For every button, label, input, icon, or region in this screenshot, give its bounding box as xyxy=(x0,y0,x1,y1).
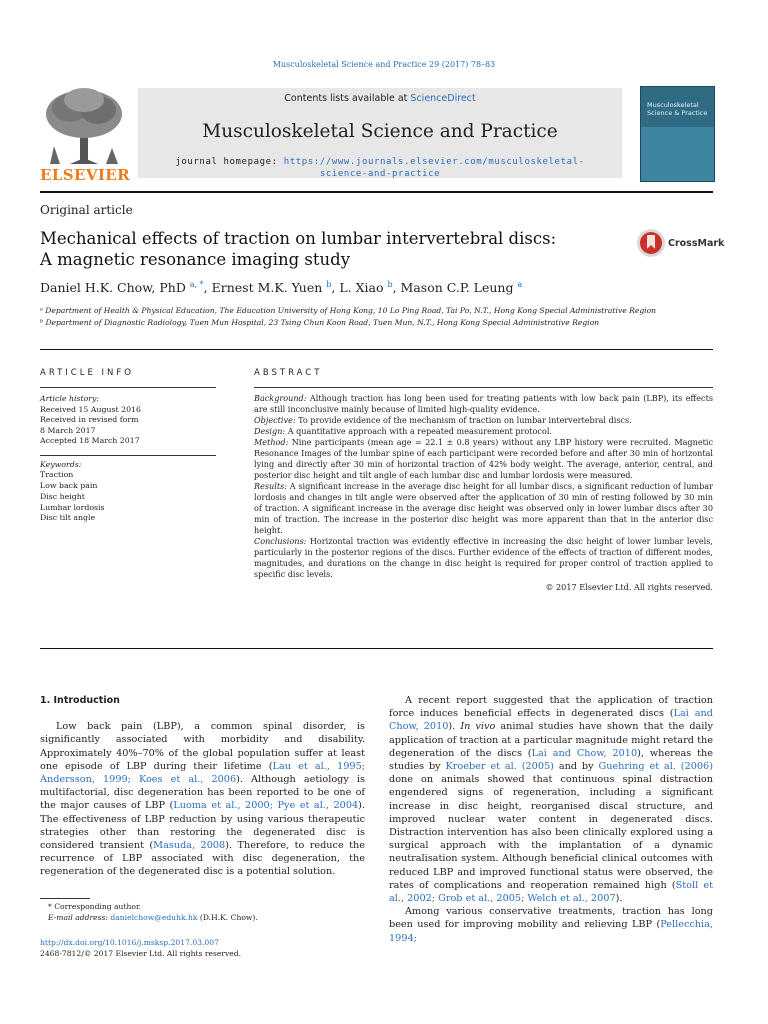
citation-reference-link[interactable]: Lau et al., 1995; Andersson, 1999; Koes et al., 2006 xyxy=(40,760,366,786)
paragraph-text: Among various conservative treatments, traction has long been used for improving mobility and relieving LBP ( xyxy=(389,906,713,931)
body-paragraph xyxy=(40,720,365,878)
abstract-text: A quantitative approach with a repeated measurement protocol. xyxy=(285,426,552,436)
homepage-label: journal homepage: xyxy=(175,157,284,167)
history-title: Article history: xyxy=(40,394,100,403)
author-affiliation-mark[interactable]: a, * xyxy=(189,280,204,289)
body-paragraph xyxy=(389,694,713,905)
journal-cover-image xyxy=(640,86,715,182)
email-label: E-mail address: xyxy=(48,912,111,922)
crossmark-badge[interactable] xyxy=(636,228,725,258)
article-history xyxy=(40,388,216,456)
homepage-link[interactable]: https://www.journals.elsevier.com/musculoskeletal- xyxy=(283,157,585,167)
history-item: Accepted 18 March 2017 xyxy=(40,436,140,445)
author-name: , L. Xiao xyxy=(331,280,388,295)
history-item: Received 15 August 2016 xyxy=(40,404,141,414)
citation-line[interactable]: Musculoskeletal Science and Practice 29 (2017) 78–83 xyxy=(272,60,496,69)
paragraph-text: A recent report suggested that the application of traction force induces beneficial effects in degenerated discs ( xyxy=(389,695,713,720)
author-name: Daniel H.K. Chow, PhD xyxy=(40,280,190,295)
abstract-text: To provide evidence of the mechanism of traction on lumbar intervertebral discs. xyxy=(295,415,632,425)
abstract-copyright: © 2017 Elsevier Ltd. All rights reserved. xyxy=(545,582,713,592)
abstract-section xyxy=(254,426,713,437)
author-list xyxy=(40,280,522,295)
abstract-section xyxy=(254,415,713,426)
abstract-text: A significant increase in the average disc height for all lumbar discs, a significant reduction of lumbar lordosis and changes in tilt angle were observed after the application of 30 min of resting followed by 30 min of traction. A significant increase in the average disc height was observed only in lower lumbar discs after 30 min of traction. The increase in the posterior disc height was more apparent than that in the anterior disc height. xyxy=(254,481,713,535)
author-affiliation-mark[interactable]: b xyxy=(326,280,332,289)
abstract-label: Conclusions: xyxy=(254,536,307,546)
abstract-section xyxy=(254,437,713,481)
section-rule xyxy=(40,349,713,350)
citation-reference-link[interactable]: Kroeber et al. (2005) xyxy=(445,761,554,773)
keywords-title: Keywords: xyxy=(40,459,82,469)
citation-reference-link[interactable]: Luoma et al., 2000; Pye et al., 2004 xyxy=(173,800,359,812)
abstract-label: Results: xyxy=(254,481,287,491)
abstract-label: Design: xyxy=(254,426,286,436)
doi-link[interactable]: http://dx.doi.org/10.1016/j.msksp.2017.03.007 xyxy=(40,938,219,947)
keyword: Lumbar lordosis xyxy=(40,502,105,512)
header-rule xyxy=(40,191,713,193)
paragraph-text: ). xyxy=(448,721,461,733)
issn-line: 2468-7812/© 2017 Elsevier Ltd. All rights reserved. xyxy=(40,948,242,958)
author-affiliation-mark[interactable]: a xyxy=(517,280,523,289)
keywords-block xyxy=(40,456,216,525)
abstract-section xyxy=(254,481,713,536)
email-link[interactable]: danielchow@eduhk.hk xyxy=(110,912,198,922)
cover-title: Musculoskeletal Science & Practice xyxy=(647,101,708,117)
article-type: Original article xyxy=(40,203,133,217)
paragraph-text: and by xyxy=(553,761,599,773)
abstract-panel xyxy=(254,368,713,593)
author-name: , Mason C.P. Leung xyxy=(392,280,518,295)
paragraph-text: done on animals showed that continuous spinal distraction engendered signs of regeneration, including a significant increase in disc height, reorganised discal structure, and improved nuclear water content in degenerated discs. Distraction intervention has also been clinically explored using a surgical approach with the implantation of a dynamic neutralisation system. Although beneficial clinical outcomes with reduced LBP and improved functional status were observed, the rates of complications and reoperation remained high ( xyxy=(389,774,713,891)
doi-block xyxy=(40,938,241,959)
title-line-2: A magnetic resonance imaging study xyxy=(40,250,351,269)
journal-homepage xyxy=(138,156,622,180)
citation-reference-link[interactable]: Pellecchia, 1994; xyxy=(389,919,713,944)
abstract-heading: ABSTRACT xyxy=(254,368,713,388)
publisher-name: ELSEVIER xyxy=(40,166,130,184)
affiliation-b: ᵇ Department of Diagnostic Radiology, Tuen Mun Hospital, 23 Tsing Chun Koon Road, Tuen Mun, N.T., Hong Kong Special Administrative Region xyxy=(40,317,600,327)
paragraph-text: animal studies have shown that the daily application of traction at a particular magnitude might retard the degeneration of the discs ( xyxy=(389,721,713,759)
abstract-text: Horizontal traction was evidently effective in increasing the disc height of lower lumbar levels, particularly in the posterior regions of the discs. Further evidence of the effects of traction of different modes, magnitudes, and durations on the change in disc height is required for proper control of traction applied to specific disc levels. xyxy=(254,536,713,579)
citation-reference-link[interactable]: Masuda, 2008 xyxy=(153,840,226,852)
abstract-label: Background: xyxy=(254,393,307,403)
history-item: Received in revised form xyxy=(40,415,139,424)
italic-text: In vivo xyxy=(460,721,496,733)
author-affiliation-mark[interactable]: b xyxy=(387,280,393,289)
keyword: Disc tilt angle xyxy=(40,513,96,523)
contents-prefix: Contents lists available at xyxy=(284,93,411,104)
sciencedirect-link[interactable]: ScienceDirect xyxy=(410,93,476,104)
article-info-heading: ARTICLE INFO xyxy=(40,368,216,388)
email-suffix: (D.H.K. Chow). xyxy=(197,912,258,922)
paragraph-text: ). The effectiveness of LBP reduction by using various therapeutic strategies other than restoring the degenerated disc is considered transient ( xyxy=(40,800,366,852)
body-column-right xyxy=(389,694,713,945)
keyword: Low back pain xyxy=(40,481,98,491)
paragraph-text: ). Although aetiology is multifactorial, disc degeneration has been reported to be one of the major causes of LBP ( xyxy=(40,774,365,812)
body-paragraph xyxy=(389,905,713,945)
paragraph-text: ). xyxy=(615,893,623,905)
history-item: 8 March 2017 xyxy=(40,425,96,435)
abstract-text: Although traction has long been used for treating patients with low back pain (LBP), its effects are still inconclusive mainly because of limited high-quality evidence. xyxy=(254,393,713,414)
cover-band xyxy=(641,127,715,182)
affiliations xyxy=(40,306,700,329)
citation-reference-link[interactable]: Guehring et al. (2006) xyxy=(598,761,713,773)
paragraph-text: ). Therefore, to reduce the recurrence of LBP associated with disc degeneration, the regeneration of the degenerated disc is a potential solution. xyxy=(40,840,365,878)
paragraph-text: ), whereas the studies by xyxy=(389,747,714,773)
corresponding-author-note: * Corresponding author. xyxy=(48,902,142,911)
keyword: Traction xyxy=(40,470,74,480)
keyword: Disc height xyxy=(40,491,85,501)
citation-reference-link[interactable]: Stoll et al., 2002; Grob et al., 2005; Welch et al., 2007 xyxy=(389,879,714,905)
contents-line xyxy=(138,93,622,104)
author-name: , Ernest M.K. Yuen xyxy=(203,280,327,295)
abstract-label: Method: xyxy=(254,437,289,447)
homepage-link-cont[interactable]: science-and-practice xyxy=(319,169,441,179)
citation-reference-link[interactable]: Lai and Chow, 2010 xyxy=(531,747,638,759)
abstract-label: Objective: xyxy=(254,415,296,425)
abstract-body xyxy=(254,388,713,593)
journal-title: Musculoskeletal Science and Practice xyxy=(202,121,558,142)
body-rule xyxy=(40,648,713,649)
footnotes xyxy=(40,902,258,923)
abstract-section xyxy=(254,393,713,415)
abstract-section xyxy=(254,536,713,580)
email-line xyxy=(40,913,258,924)
abstract-text: Nine participants (mean age = 22.1 ± 0.8 years) without any LBP history were recruited. Magnetic Resonance Images of the lumbar spine of each participant were recorded before and after 30 min of horizontal lying and directly after 30 min of horizontal traction of 42% body weight. The average, anterior, central, and posterior disc height and tilt angle of each lumbar disc and lumbar lordosis were measured. xyxy=(254,437,713,480)
body-column-left xyxy=(40,694,365,879)
citation-reference-link[interactable]: Lai and Chow, 2010 xyxy=(389,708,714,733)
footnote-rule xyxy=(40,898,90,899)
section-heading-introduction: 1. Introduction xyxy=(40,695,120,706)
affiliation-a: ᵃ Department of Health & Physical Education, The Education University of Hong Kong, 10 Lo Ping Road, Tai Po, N.T., Hong Kong Special Administrative Region xyxy=(40,306,657,315)
crossmark-icon xyxy=(636,228,666,258)
journal-masthead xyxy=(40,84,716,184)
title-line-1: Mechanical effects of traction on lumbar intervertebral discs: xyxy=(40,229,557,248)
article-title xyxy=(40,228,600,270)
paragraph-text: Low back pain (LBP), a common spinal disorder, is significantly associated with morbidity and disability. Approximately 40%–70% of the global population suffer at least one episode of LBP during their lifetime ( xyxy=(40,721,365,772)
crossmark-label: CrossMark xyxy=(668,238,725,249)
journal-header-box xyxy=(138,88,622,178)
article-info-panel xyxy=(40,368,216,524)
